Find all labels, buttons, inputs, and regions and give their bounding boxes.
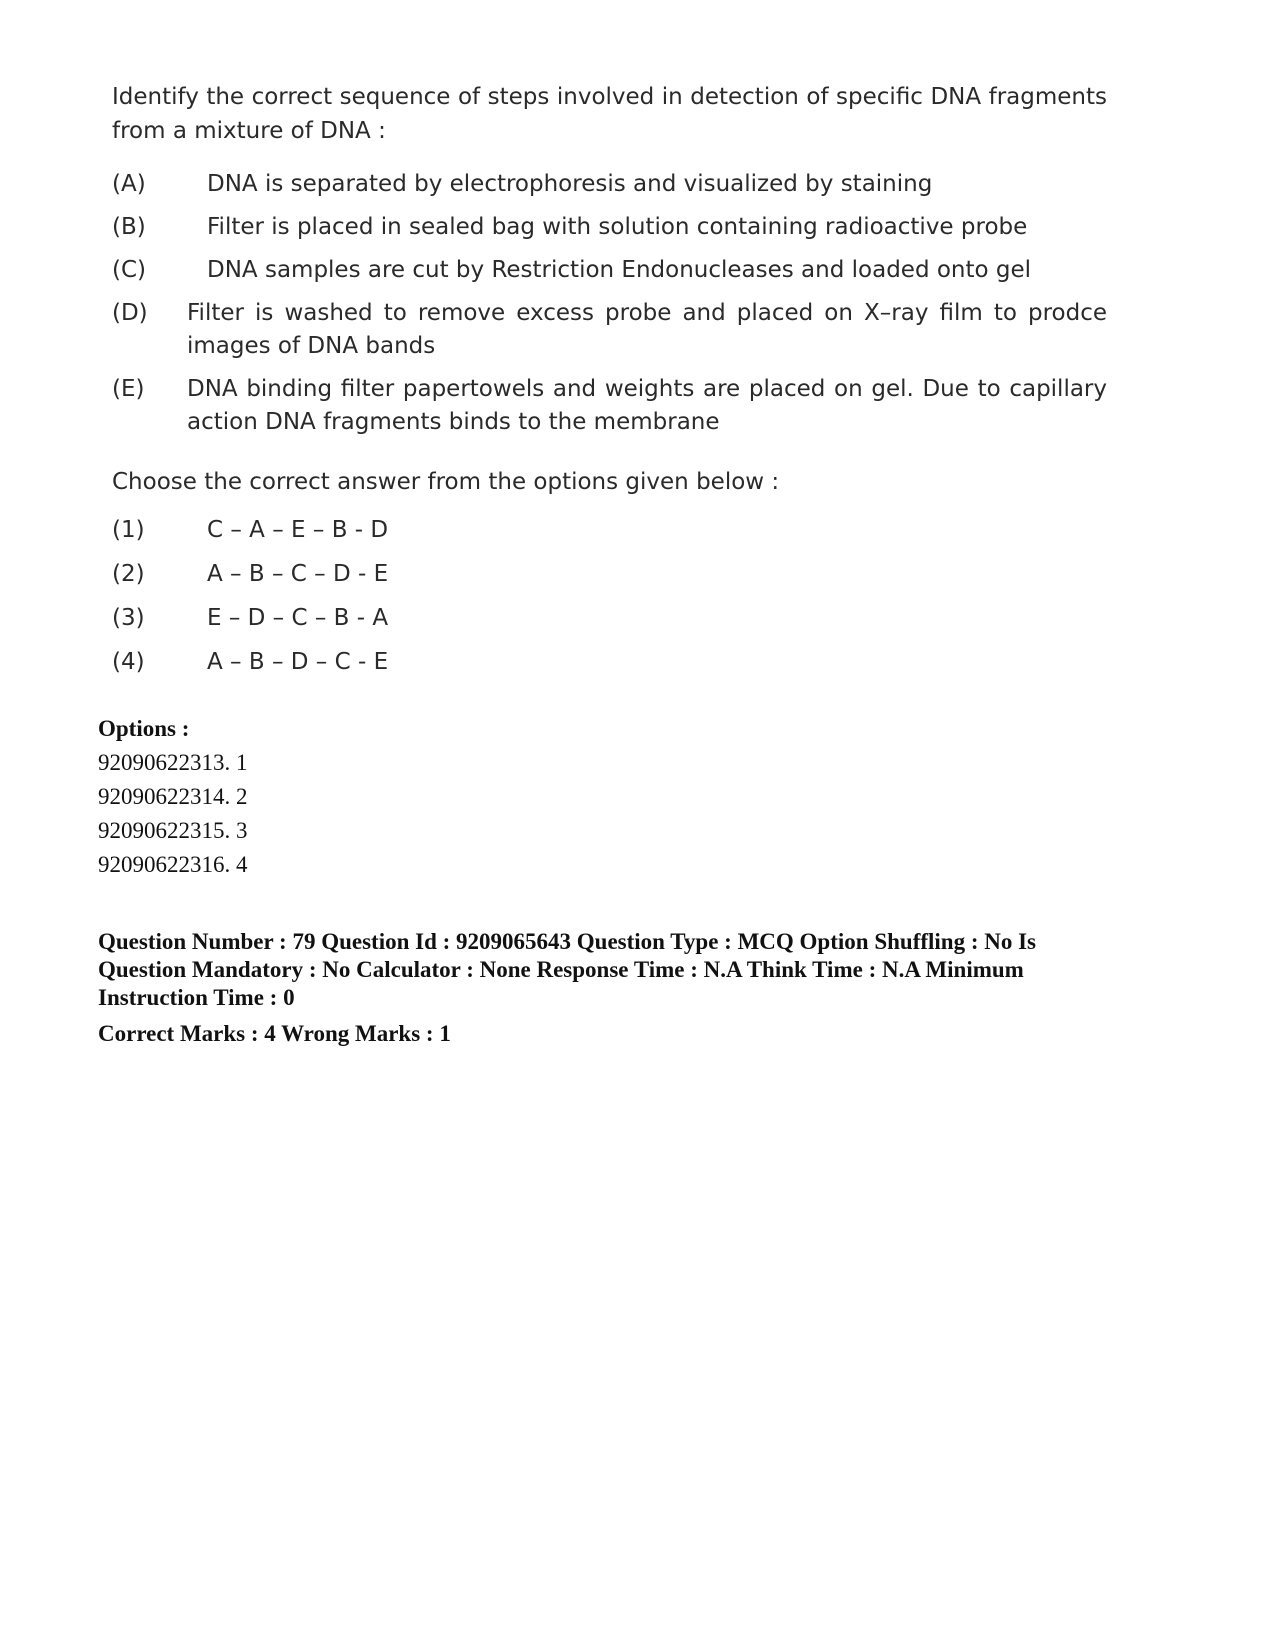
answer-text: A – B – D – C - E xyxy=(207,649,389,675)
answer-label: (4) xyxy=(112,649,145,675)
statement-text: DNA samples are cut by Restriction Endonucleases and loaded onto gel xyxy=(207,257,1032,283)
statement-text: Filter is washed to remove excess probe and placed on X–ray film to prodce images of DNA bands xyxy=(187,300,1107,359)
answer-item xyxy=(112,513,1107,547)
answer-text: E – D – C – B - A xyxy=(207,605,389,631)
option-item: 92090622313. 1 xyxy=(98,750,248,775)
answer-item xyxy=(112,645,1107,679)
question-info: Question Number : 79 Question Id : 9209065643 Question Type : MCQ Option Shuffling : No Is Question Mandatory : No Calculator : None Response Time : N.A Think Time : N.A Minimum Instruction Time : 0 xyxy=(98,929,1037,1010)
statement-text: Filter is placed in sealed bag with solution containing radioactive probe xyxy=(207,214,1028,240)
statement-item xyxy=(112,297,1107,363)
marks-info: Correct Marks : 4 Wrong Marks : 1 xyxy=(98,1021,451,1046)
statement-item xyxy=(112,254,1107,287)
answer-list xyxy=(112,513,1107,679)
options-heading: Options : xyxy=(98,716,190,741)
statement-label: (B) xyxy=(112,214,146,240)
statement-item xyxy=(112,373,1107,439)
statement-label: (D) xyxy=(112,300,148,326)
option-item: 92090622314. 2 xyxy=(98,784,248,809)
question-image xyxy=(112,80,1107,689)
statement-list xyxy=(112,168,1107,439)
answer-label: (2) xyxy=(112,561,145,587)
answer-item xyxy=(112,601,1107,635)
answer-text: A – B – C – D - E xyxy=(207,561,389,587)
question-stem: Identify the correct sequence of steps involved in detection of specific DNA fragments from a mixture of DNA : xyxy=(112,84,1107,144)
statement-label: (A) xyxy=(112,171,146,197)
answer-label: (3) xyxy=(112,605,145,631)
answer-text: C – A – E – B - D xyxy=(207,517,389,543)
statement-item xyxy=(112,168,1107,201)
answer-label: (1) xyxy=(112,517,145,543)
statement-text: DNA binding filter papertowels and weights are placed on gel. Due to capillary action DNA fragments binds to the membrane xyxy=(187,376,1107,435)
statement-label: (E) xyxy=(112,376,145,402)
choose-instruction: Choose the correct answer from the options given below : xyxy=(112,469,780,495)
statement-label: (C) xyxy=(112,257,147,283)
options-block xyxy=(98,712,248,882)
statement-item xyxy=(112,211,1107,244)
option-item: 92090622315. 3 xyxy=(98,818,248,843)
option-item: 92090622316. 4 xyxy=(98,852,248,877)
answer-item xyxy=(112,557,1107,591)
statement-text: DNA is separated by electrophoresis and visualized by staining xyxy=(207,171,933,197)
